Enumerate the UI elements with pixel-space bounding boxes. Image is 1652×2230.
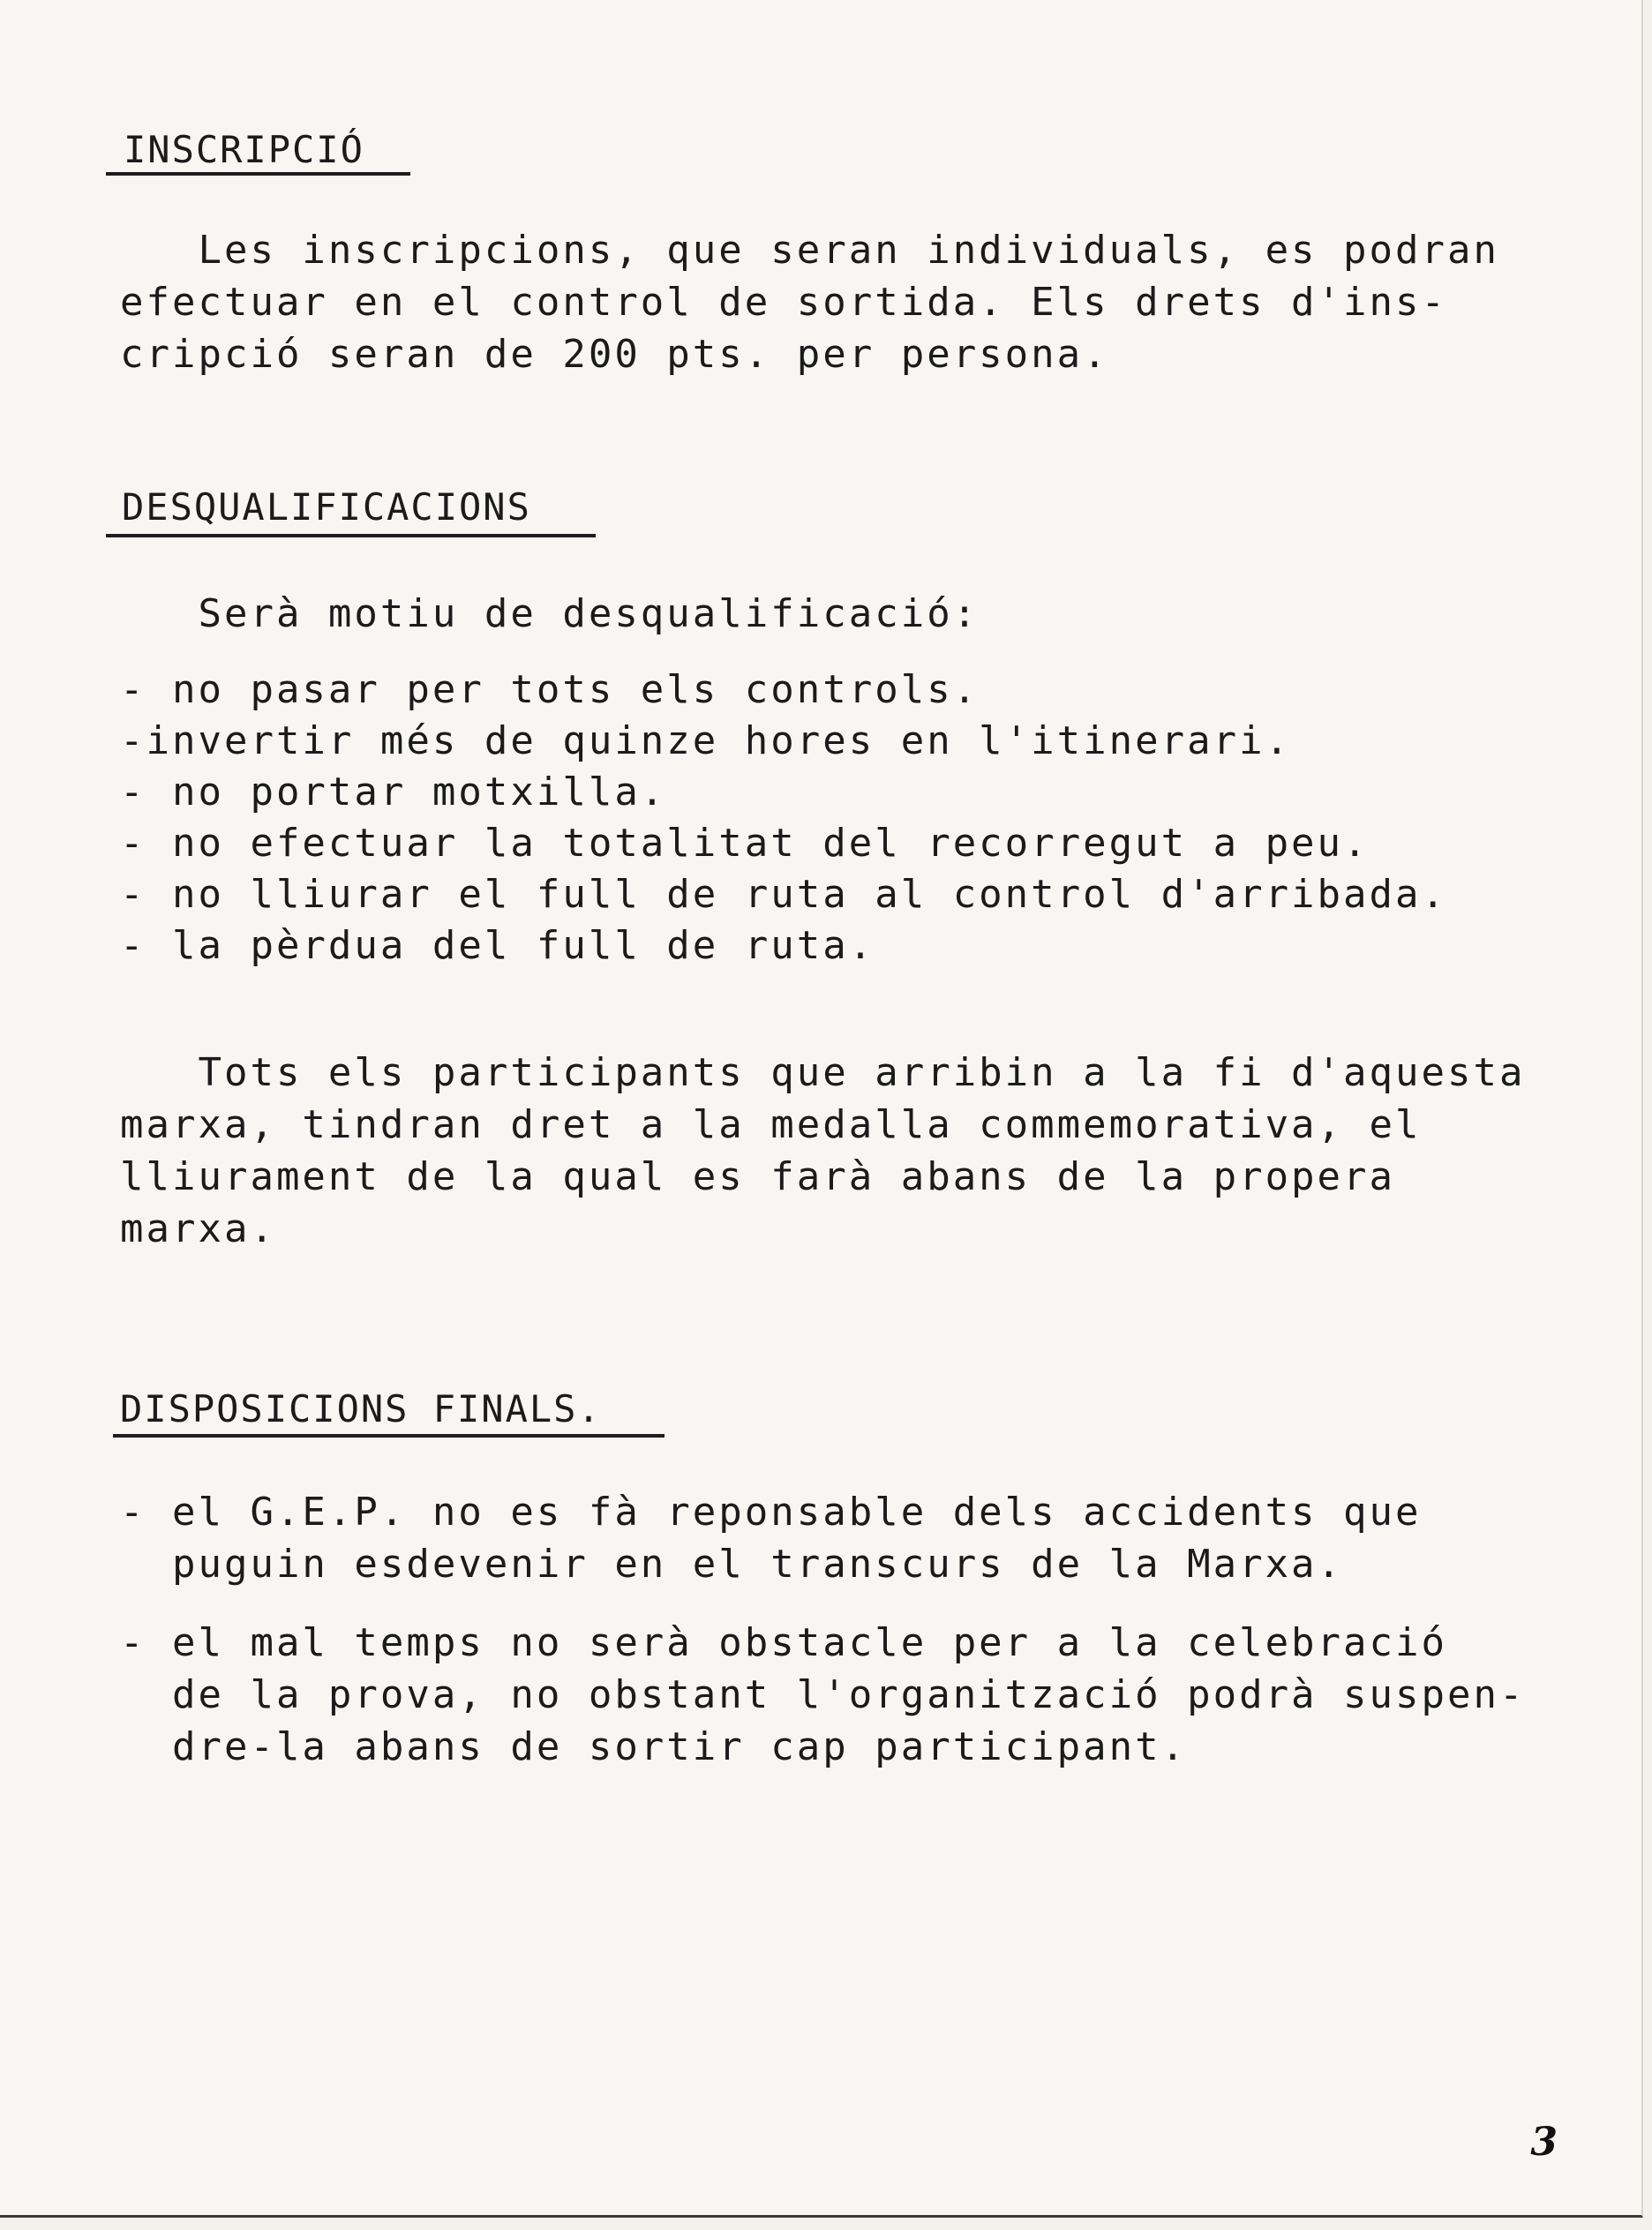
heading-underline <box>106 172 410 176</box>
list-item: - el G.E.P. no es fà reponsable dels accidents que <box>120 1490 1422 1535</box>
list-item: de la prova, no obstant l'organització podrà suspen- <box>120 1672 1526 1717</box>
heading-underline <box>113 1434 665 1438</box>
section-heading-desqualificacions: DESQUALIFICACIONS <box>122 485 531 529</box>
list-item: - no portar motxilla. <box>120 770 667 815</box>
text-line: lliurament de la qual es farà abans de la propera <box>120 1154 1396 1199</box>
text-line: marxa. <box>120 1206 276 1251</box>
list-item: puguin esdevenir en el transcurs de la Marxa. <box>120 1542 1344 1587</box>
section-heading-disposicions: DISPOSICIONS FINALS. <box>120 1387 602 1430</box>
list-item: - no pasar per tots els controls. <box>120 667 980 712</box>
text-line: cripció seran de 200 pts. per persona. <box>120 332 1109 377</box>
list-item: - el mal temps no serà obstacle per a la celebració <box>120 1620 1448 1665</box>
text-line: marxa, tindran dret a la medalla commemorativa, el <box>120 1102 1422 1147</box>
heading-underline <box>106 534 596 537</box>
list-item: -invertir més de quinze hores en l'itinerari. <box>120 718 1292 763</box>
list-item: - no lliurar el full de ruta al control d'arribada. <box>120 872 1448 917</box>
list-item: - no efectuar la totalitat del recorregut a peu. <box>120 821 1370 866</box>
list-item: dre-la abans de sortir cap participant. <box>120 1724 1188 1769</box>
text-line: efectuar en el control de sortida. Els drets d'ins- <box>120 280 1448 325</box>
section-heading-inscripcio: INSCRIPCIÓ <box>124 128 364 171</box>
text-line: Les inscripcions, que seran individuals, es podran <box>120 228 1499 273</box>
list-item: - la pèrdua del full de ruta. <box>120 923 875 968</box>
text-line: Serà motiu de desqualificació: <box>120 591 980 636</box>
text-line: Tots els participants que arribin a la fi d'aquesta <box>120 1050 1526 1095</box>
page-number: 3 <box>1530 2120 1558 2165</box>
